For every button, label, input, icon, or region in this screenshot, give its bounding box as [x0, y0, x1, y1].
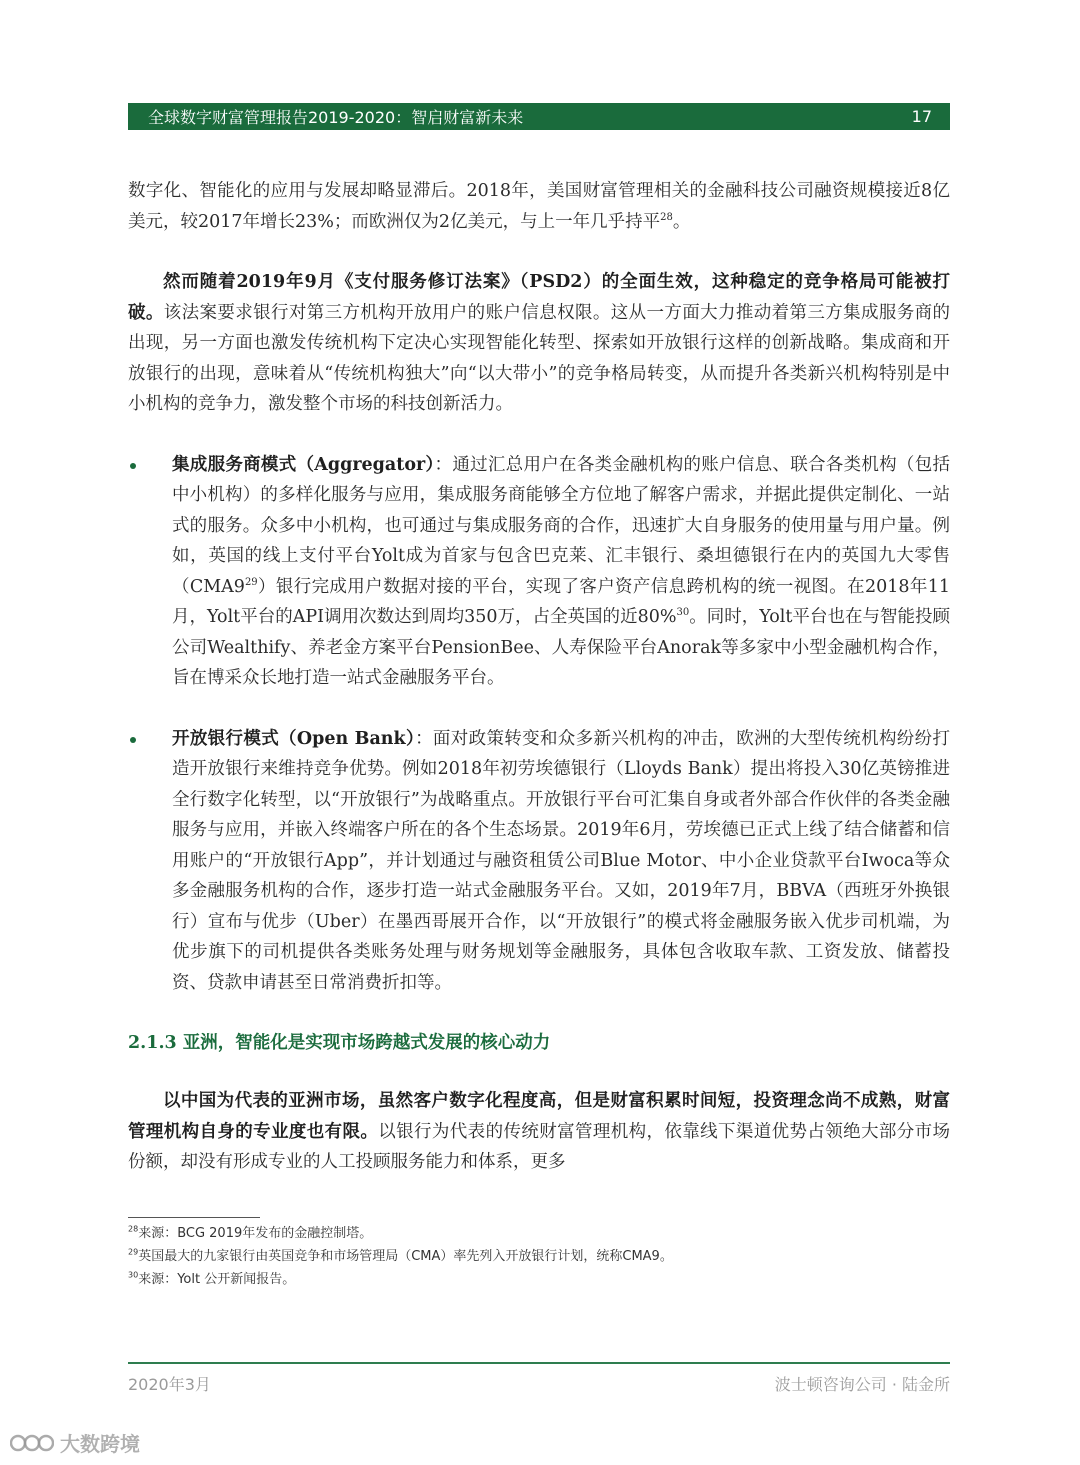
paragraph-2: 然而随着2019年9月《支付服务修订法案》（PSD2）的全面生效，这种稳定的竞争格局可能被打破。该法案要求银行对第三方机构开放用户的账户信息权限。这从一方面大力推动着第三方集成服务商的出现，另一方面也激发传统机构下定决心实现智能化转型、探索如开放银行这样的创新战略。集成商和开放银行的出现，意味着从“传统机构独大”向“以大带小”的竞争格局转变，从而提升各类新兴机构特别是中小机构的竞争力，激发整个市场的科技创新活力。 — [128, 272, 951, 414]
report-title: 全球数字财富管理报告2019-2020：智启财富新未来 — [148, 108, 524, 127]
footnotes — [128, 1222, 950, 1291]
footnote-item: $^{29}$英国最大的九家银行由英国竞争和市场管理局（CMA）率先列入开放银行计划，统称CMA9。 — [128, 1247, 673, 1264]
paragraph-3: 以中国为代表的亚洲市场，虽然客户数字化程度高，但是财富积累时间短，投资理念尚不成熟，财富管理机构自身的专业度也有限。以银行为代表的传统财富管理机构，依靠线下渠道优势占领绝大部分市场份额，却没有形成专业的人工投顾服务能力和体系，更多 — [128, 1091, 951, 1172]
footer-publishers: 波士顿咨询公司 · 陆金所 — [774, 1375, 950, 1394]
bullet-title: 集成服务商模式（Aggregator） — [172, 454, 435, 475]
paragraph-1: 数字化、智能化的应用与发展却略显滞后。2018年，美国财富管理相关的金融科技公司融资规模接近8亿美元，较2017年增长23%；而欧洲仅为2亿美元，与上一年几乎持平$^{28}$。 — [128, 181, 950, 232]
page-header — [128, 103, 950, 130]
footer-date: 2020年3月 — [128, 1375, 211, 1394]
paragraph-2-lead: 然而随着2019年9月《支付服务修订法案》（PSD2）的全面生效，这种稳定的竞争格局可能被打破。 — [128, 272, 950, 323]
page-number: 17 — [911, 107, 932, 126]
footnote-item: $^{30}$来源：Yolt 公开新闻报告。 — [128, 1270, 296, 1287]
bullet-dot-icon — [130, 463, 136, 469]
footnote-ref[interactable]: 30 — [676, 607, 690, 619]
brand-logo-icon — [10, 1432, 54, 1454]
bullet-list — [128, 450, 950, 999]
paragraph-3-lead: 以中国为代表的亚洲市场，虽然客户数字化程度高，但是财富积累时间短，投资理念尚不成熟，财富管理机构自身的专业度也有限。 — [128, 1091, 950, 1142]
footnote-divider — [128, 1217, 260, 1218]
main-content — [128, 176, 950, 1178]
bullet-title: 开放银行模式（Open Bank） — [172, 728, 416, 749]
watermark — [10, 1428, 140, 1457]
bullet-aggregator: 集成服务商模式（Aggregator）：通过汇总用户在各类金融机构的账户信息、联合各类机构（包括中小机构）的多样化服务与应用，集成服务商能够全方位地了解客户需求，并据此提供定制化、一站式的服务。众多中小机构，也可通过与集成服务商的合作，迅速扩大自身服务的使用量与用户量。例如，英国的线上支付平台Yolt成为首家与包含巴克莱、汇丰银行、桑坦德银行在内的英国九大零售$(CMA9^{29})$银行完成用户数据对接的平台，实现了客户资产信息跨机构的统一视图。在2018年11月，Yolt平台的API调用次数达到周均350万，占全英国的近80%$^{30}$。同时，Yolt平台也在与智能投顾公司Wealthify、养老金方案平台PensionBee、人寿保险平台Anorak等多家中小型金融机构合作，旨在博采众长地打造一站式金融服务平台。 — [128, 450, 950, 694]
bullet-dot-icon — [130, 737, 136, 743]
footnote-item: $^{28}$来源：BCG 2019年发布的金融控制塔。 — [128, 1224, 373, 1241]
bullet-open-bank: 开放银行模式（Open Bank）：面对政策转变和众多新兴机构的冲击，欧洲的大型传统机构纷纷打造开放银行来维持竞争优势。例如2018年初劳埃德银行（Lloyds Bank）提出将投入30亿英镑推进全行数字化转型，以“开放银行”为战略重点。开放银行平台可汇集自身或者外部合作伙伴的各类金融服务与应用，并嵌入终端客户所在的各个生态场景。2019年6月，劳埃德已正式上线了结合储蓄和信用账户的“开放银行App”，并计划通过与融资租赁公司Blue Motor、中小企业贷款平台Iwoca等众多金融服务机构的合作，逐步打造一站式金融服务平台。又如，2019年7月，BBVA（西班牙外换银行）宣布与优步（Uber）在墨西哥展开合作，以“开放银行”的模式将金融服务嵌入优步司机端，为优步旗下的司机提供各类账务处理与财务规划等金融服务，具体包含收取车款、工资发放、储蓄投资、贷款申请甚至日常消费折扣等。 — [128, 724, 950, 999]
section-heading: 2.1.3 亚洲，智能化是实现市场跨越式发展的核心动力 — [128, 1033, 551, 1053]
footnote-ref[interactable]: 29 — [244, 576, 258, 588]
footer-divider — [128, 1362, 950, 1364]
watermark-text: 大数跨境 — [60, 1432, 140, 1456]
footnote-ref[interactable]: 28 — [660, 211, 673, 223]
